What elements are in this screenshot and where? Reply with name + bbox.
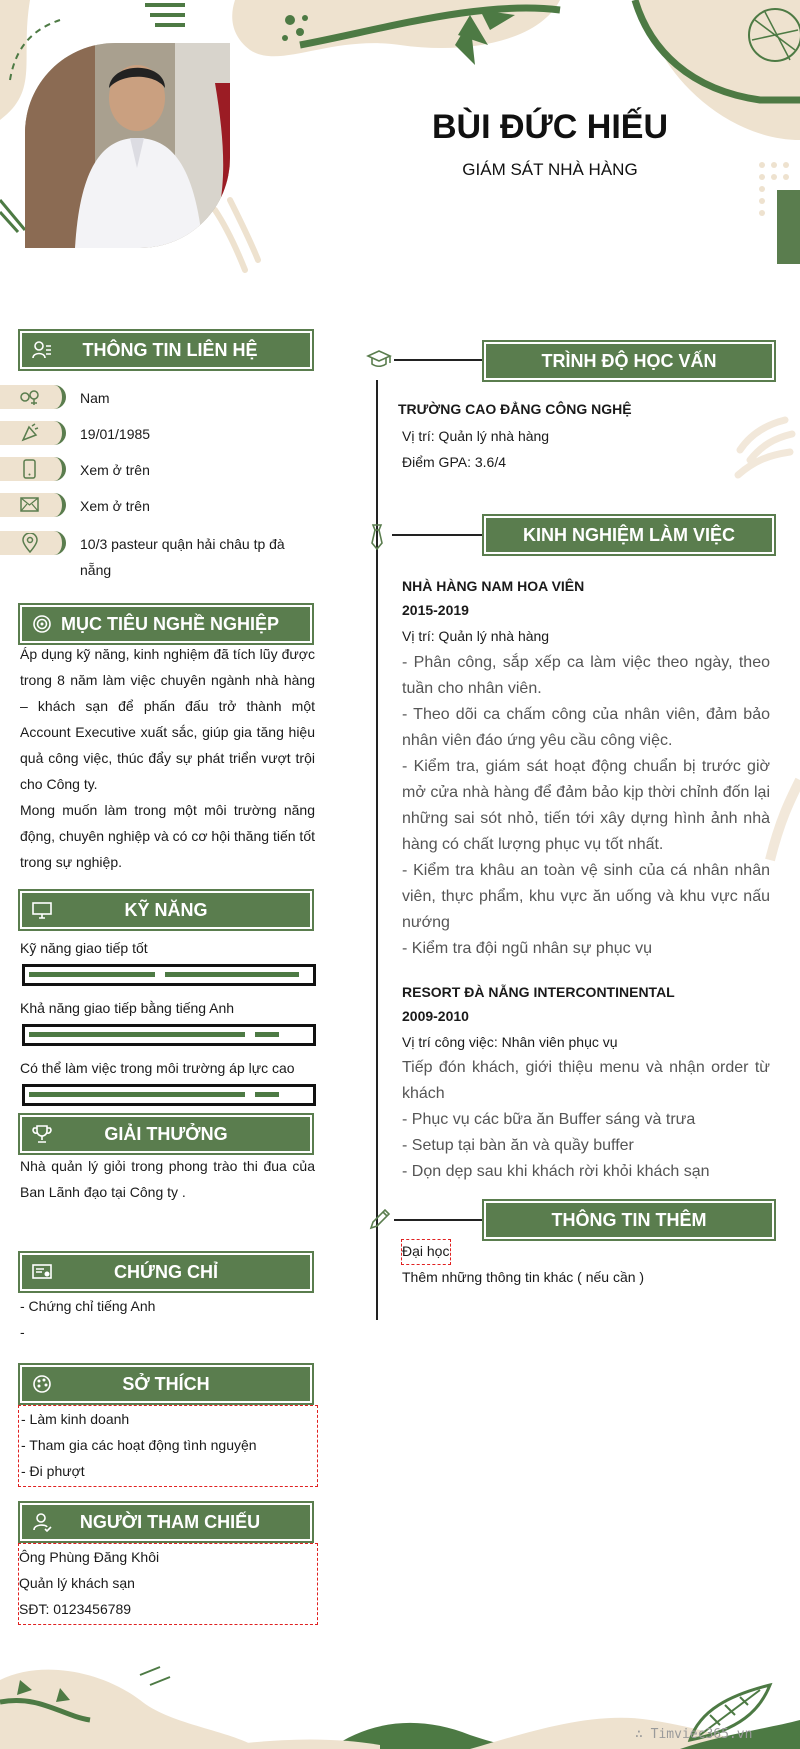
hobby-item: - Làm kinh doanh bbox=[21, 1411, 130, 1427]
user-list-icon bbox=[32, 340, 52, 360]
job-details bbox=[402, 1055, 770, 1185]
skills-heading bbox=[22, 893, 310, 927]
skill-bar bbox=[22, 964, 316, 986]
skill-name: Có thể làm việc trong môi trường áp lực cao bbox=[20, 1060, 295, 1076]
hobby-item: - Đi phượt bbox=[21, 1463, 85, 1479]
certificate-item: - bbox=[20, 1324, 25, 1340]
gender-icon bbox=[20, 388, 40, 406]
hobbies-heading-label: SỞ THÍCH bbox=[122, 1373, 210, 1394]
skill-bar-fill bbox=[29, 1032, 279, 1037]
certificate-item: - Chứng chỉ tiếng Anh bbox=[20, 1298, 156, 1314]
tie-icon bbox=[367, 524, 387, 550]
reference-line: SĐT: 0123456789 bbox=[19, 1601, 132, 1617]
location-icon bbox=[21, 533, 39, 553]
hobby-item: - Tham gia các hoạt động tình nguyện bbox=[21, 1437, 257, 1453]
hobbies-heading bbox=[22, 1367, 310, 1401]
job-detail: - Theo dõi ca chấm công của nhân viên, đảm bảo nhân viên đáo ứng yêu cầu công việc. bbox=[402, 706, 770, 749]
skill-bar bbox=[22, 1084, 316, 1106]
monitor-icon bbox=[32, 900, 52, 920]
job-details bbox=[402, 650, 770, 962]
references-heading bbox=[22, 1505, 310, 1539]
graduation-cap-icon bbox=[366, 349, 392, 371]
objective-paragraph-1: Áp dụng kỹ năng, kinh nghiệm đã tích lũy được trong 8 năm làm việc chuyên ngành nhà hàng – khách sạn để phấn đấu trở thành một Account Executive xuất sắc, giúp gia tăng hiệu quả công việc, thúc đẩy sự phát triển vượt trội cho Công ty. bbox=[20, 646, 315, 792]
job-detail: - Kiểm tra, giám sát hoạt động chuẩn bị trước giờ mở cửa nhà hàng để đảm bảo kịp thời chỉnh đốn lại những sai sót nhỏ, tiến tới xây dựng hình ảnh nhà hàng có chất lượng phục vụ tốt nhất. bbox=[402, 758, 770, 853]
contact-gender: Nam bbox=[80, 390, 110, 406]
additional-heading-label: THÔNG TIN THÊM bbox=[551, 1209, 707, 1230]
job-detail: - Phân công, sắp xếp ca làm việc theo ngày, theo tuần cho nhân viên. bbox=[402, 654, 770, 697]
pencil-icon bbox=[368, 1207, 392, 1231]
trophy-icon bbox=[32, 1124, 52, 1144]
contact-email: Xem ở trên bbox=[80, 498, 150, 514]
email-icon bbox=[20, 497, 40, 513]
references-heading-label: NGƯỜI THAM CHIẾU bbox=[79, 1511, 261, 1532]
contact-address: 10/3 pasteur quận hải châu tp đà nẵng bbox=[80, 536, 285, 578]
objective-heading-label: MỤC TIÊU NGHỀ NGHIỆP bbox=[60, 613, 279, 634]
job-detail: - Kiểm tra khâu an toàn vệ sinh của cá nhân nhân viên, thực phẩm, khu vực ăn uống và khu vực nấu nướng bbox=[402, 862, 770, 931]
education-heading bbox=[486, 344, 772, 378]
experience-connector bbox=[392, 534, 484, 536]
job-position: Vị trí: Quản lý nhà hàng bbox=[402, 628, 550, 644]
phone-icon bbox=[22, 459, 38, 479]
job-period: 2015-2019 bbox=[402, 602, 469, 618]
birthday-icon bbox=[20, 423, 40, 443]
skill-bar bbox=[22, 1024, 316, 1046]
additional-line-2: Thêm những thông tin khác ( nếu cần ) bbox=[402, 1269, 645, 1285]
right-leaf-decoration bbox=[730, 400, 800, 880]
skill-name: Kỹ năng giao tiếp tốt bbox=[20, 940, 148, 956]
certificates-heading bbox=[22, 1255, 310, 1289]
additional-line-1: Đại học bbox=[402, 1243, 450, 1259]
contact-heading bbox=[22, 333, 310, 367]
candidate-name: BÙI ĐỨC HIẾU bbox=[432, 108, 668, 146]
hobbies-box bbox=[18, 1405, 318, 1487]
education-position: Vị trí: Quản lý nhà hàng bbox=[402, 428, 550, 444]
reference-line: Quản lý khách sạn bbox=[19, 1575, 135, 1591]
user-check-icon bbox=[32, 1512, 52, 1532]
job-company: RESORT ĐÀ NẴNG INTERCONTINENTAL bbox=[402, 984, 675, 1000]
experience-heading-label: KINH NGHIỆM LÀM VIỆC bbox=[522, 524, 735, 545]
awards-heading bbox=[22, 1117, 310, 1151]
skill-name: Khả năng giao tiếp bằng tiếng Anh bbox=[20, 1000, 235, 1016]
profile-photo bbox=[25, 43, 230, 248]
additional-connector bbox=[394, 1219, 484, 1221]
reference-line: Ông Phùng Đăng Khôi bbox=[19, 1549, 160, 1565]
job-detail: Tiếp đón khách, giới thiệu menu và nhận order từ khách bbox=[402, 1059, 770, 1102]
job-detail: - Phục vụ các bữa ăn Buffer sáng và trưa bbox=[402, 1111, 696, 1128]
job-title: GIÁM SÁT NHÀ HÀNG bbox=[462, 160, 638, 179]
education-heading-label: TRÌNH ĐỘ HỌC VẤN bbox=[541, 350, 717, 371]
job-detail: - Dọn dẹp sau khi khách rời khỏi khách sạn bbox=[402, 1163, 710, 1180]
objective-paragraph-2: Mong muốn làm trong một môi trường năng động, chuyên nghiệp và có cơ hội thăng tiến tốt trong sự nghiệp. bbox=[20, 802, 315, 870]
skills-heading-label: KỸ NĂNG bbox=[124, 899, 208, 920]
job-period: 2009-2010 bbox=[402, 1008, 469, 1024]
skill-bar-fill bbox=[29, 1092, 279, 1097]
timeline-line bbox=[376, 380, 378, 1320]
job-company: NHÀ HÀNG NAM HOA VIÊN bbox=[402, 578, 585, 594]
job-detail: - Setup tại bàn ăn và quầy buffer bbox=[402, 1137, 634, 1154]
education-gpa: Điểm GPA: 3.6/4 bbox=[402, 454, 507, 470]
awards-heading-label: GIẢI THƯỞNG bbox=[104, 1123, 228, 1144]
palette-icon bbox=[32, 1374, 52, 1394]
references-box bbox=[18, 1543, 318, 1625]
education-school: TRƯỜNG CAO ĐẲNG CÔNG NGHỆ bbox=[398, 401, 632, 417]
additional-heading bbox=[486, 1203, 772, 1237]
watermark: ∴ Timviec365.vn bbox=[635, 1727, 753, 1742]
contact-heading-label: THÔNG TIN LIÊN HỆ bbox=[82, 339, 258, 360]
certificate-icon bbox=[32, 1262, 52, 1282]
certificates-heading-label: CHỨNG CHỈ bbox=[114, 1261, 218, 1282]
contact-birthday: 19/01/1985 bbox=[80, 426, 151, 442]
job-detail: - Kiểm tra đội ngũ nhân sự phục vụ bbox=[402, 940, 652, 957]
objective-heading bbox=[22, 607, 310, 641]
job-position: Vị trí công việc: Nhân viên phục vụ bbox=[402, 1034, 618, 1050]
contact-phone: Xem ở trên bbox=[80, 462, 150, 478]
awards-text: Nhà quản lý giỏi trong phong trào thi đua của Ban Lãnh đạo tại Công ty . bbox=[20, 1158, 315, 1200]
education-connector bbox=[394, 359, 484, 361]
target-icon bbox=[32, 614, 52, 634]
